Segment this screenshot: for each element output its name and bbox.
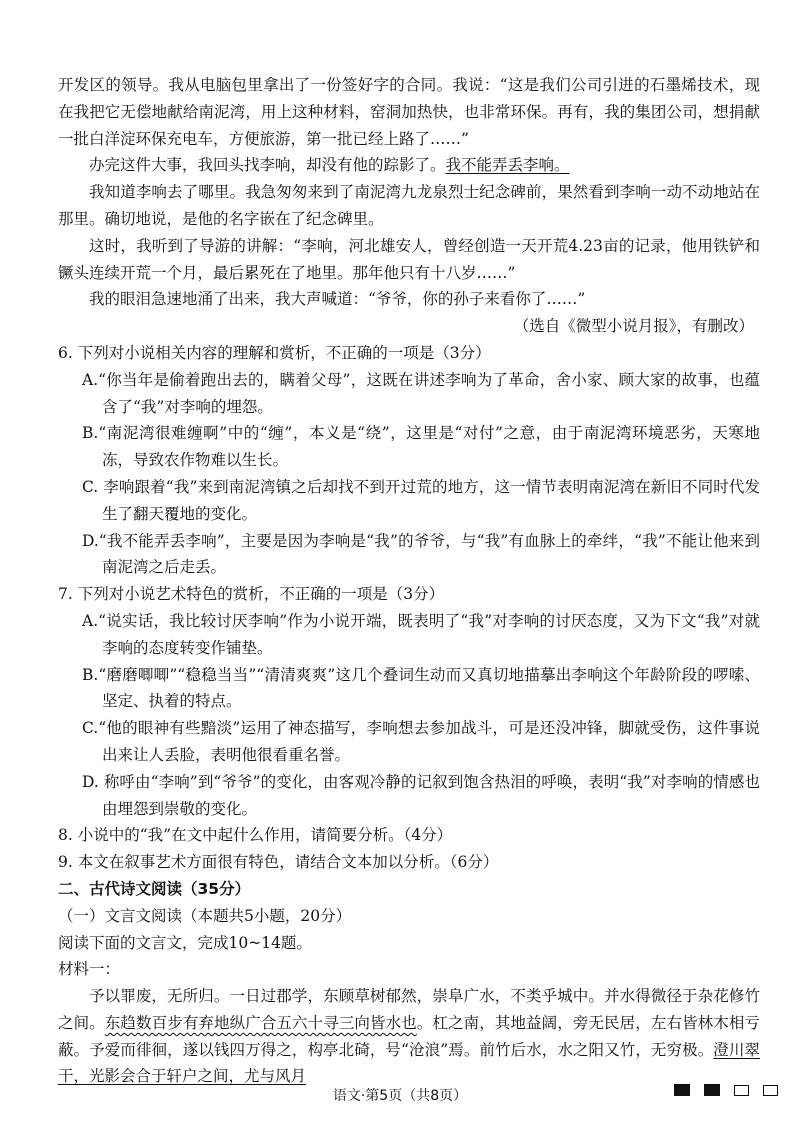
empty-mark-2 bbox=[763, 1085, 778, 1096]
question-6-option-a: A.“你当年是偷着跑出去的，瞒着父母”，这既在讲述李响为了革命，舍小家、顾大家的故事，也蕴含了“我”对李响的埋怨。 bbox=[82, 370, 760, 416]
filled-mark-1 bbox=[674, 1084, 690, 1096]
page-footer: 语文·第5页（共8页） bbox=[332, 1088, 468, 1104]
classical-text bbox=[58, 983, 760, 1090]
wavy-underlined-sentence: 东趋数百步有弃地纵广合五六十寻三向皆水也 bbox=[104, 1013, 417, 1032]
page-content bbox=[58, 72, 760, 1090]
classical-text-part-3: 。杠之南，其地益阔，旁无民居，左右皆林木相亏蔽。予爱而徘徊，遂以钱四万得之，构亭北碕，号“沧浪”焉。前竹后水，水之阳又竹，无穷极。 bbox=[58, 1013, 760, 1059]
story-paragraph-2-text: 办完这件大事，我回头找李响，却没有他的踪影了。 bbox=[89, 156, 446, 175]
story-paragraph-4: 这时，我听到了导游的讲解：“李响，河北雄安人，曾经创造一天开荒4.23亩的记录，他用铁铲和镢头连续开荒一个月，最后累死在了地里。那年他只有十八岁……” bbox=[58, 236, 760, 282]
scan-marks bbox=[674, 1084, 778, 1096]
story-paragraph-3: 我知道李响去了哪里。我急匆匆来到了南泥湾九龙泉烈士纪念碑前，果然看到李响一动不动地站在那里。确切地说，是他的名字嵌在了纪念碑里。 bbox=[58, 183, 760, 228]
question-7-stem: 7. 下列对小说艺术特色的赏析，不正确的一项是（3分） bbox=[58, 585, 445, 604]
story-paragraph-5: 我的眼泪急速地涌了出来，我大声喊道：“爷爷，你的孙子来看你了……” bbox=[89, 290, 586, 309]
question-8: 8. 小说中的“我”在文中起什么作用，请简要分析。（4分） bbox=[58, 826, 453, 845]
question-6-option-d: D.“我不能弄丢李响”，主要是因为李响是“我”的爷爷，与“我”有血脉上的牵绊，“我”不能让他来到南泥湾之后走丢。 bbox=[82, 531, 760, 577]
question-7-option-b: B.“磨磨唧唧”“稳稳当当”“清清爽爽”这几个叠词生动而又真切地描摹出李响这个年龄阶段的啰嗦、坚定、执着的特点。 bbox=[82, 665, 760, 711]
question-6-stem: 6. 下列对小说相关内容的理解和赏析，不正确的一项是（3分） bbox=[58, 343, 491, 362]
section-2-heading: 二、古代诗文阅读（35分） bbox=[58, 879, 251, 898]
material-1-label: 材料一： bbox=[58, 960, 121, 979]
underlined-sentence: 我不能弄丢李响。 bbox=[445, 156, 570, 175]
question-9: 9. 本文在叙事艺术方面很有特色，请结合文本加以分析。（6分） bbox=[58, 853, 499, 872]
question-7-option-d: D. 称呼由“李响”到“爷爷”的变化，由客观冷静的记叙到饱含热泪的呼唤，表明“我”对李响的情感也由埋怨到崇敬的变化。 bbox=[82, 772, 760, 818]
filled-mark-2 bbox=[704, 1084, 720, 1096]
classical-text-part-1: 予以罪废，无所归。一日过郡学，东顾草树郁然，崇阜广水，不类乎城中。并水得微径于杂花修竹之间。 bbox=[58, 987, 760, 1032]
story-source: （选自《微型小说月报》，有删改） bbox=[513, 317, 754, 336]
question-7-option-c: C.“他的眼神有些黯淡”运用了神态描写，李响想去参加战斗，可是还没冲锋，脚就受伤，这件事说出来让人丢脸，表明他很看重名誉。 bbox=[82, 719, 760, 764]
instruction: 阅读下面的文言文，完成10~14题。 bbox=[58, 933, 312, 952]
question-7-option-a: A.“说实话，我比较讨厌李响”作为小说开端，既表明了“我”对李响的讨厌态度，又为下文“我”对就李响的态度转变作铺垫。 bbox=[82, 611, 760, 657]
question-6-option-b: B.“南泥湾很难缠啊”中的“缠”，本义是“绕”，这里是“对付”之意，由于南泥湾环境恶劣，天寒地冻，导致农作物难以生长。 bbox=[82, 424, 760, 470]
empty-mark-1 bbox=[734, 1085, 749, 1096]
story-paragraph-2 bbox=[58, 152, 760, 179]
subsection-1-heading: （一）文言文阅读（本题共5小题，20分） bbox=[58, 906, 352, 925]
underlined-classical-sentence: 澄川翠干，光影会合于轩户之间，尤与风月 bbox=[58, 1040, 760, 1086]
story-paragraph-1: 开发区的领导。我从电脑包里拿出了一份签好字的合同。我说：“这是我们公司引进的石墨烯技术，现在我把它无偿地献给南泥湾，用上这种材料，窑洞加热快，也非常环保。再有，我的集团公司，想捐献一批白洋淀环保充电车，方便旅游，第一批已经上路了……” bbox=[58, 76, 760, 148]
question-6-option-c: C. 李响跟着“我”来到南泥湾镇之后却找不到开过荒的地方，这一情节表明南泥湾在新旧不同时代发生了翻天覆地的变化。 bbox=[82, 477, 760, 523]
